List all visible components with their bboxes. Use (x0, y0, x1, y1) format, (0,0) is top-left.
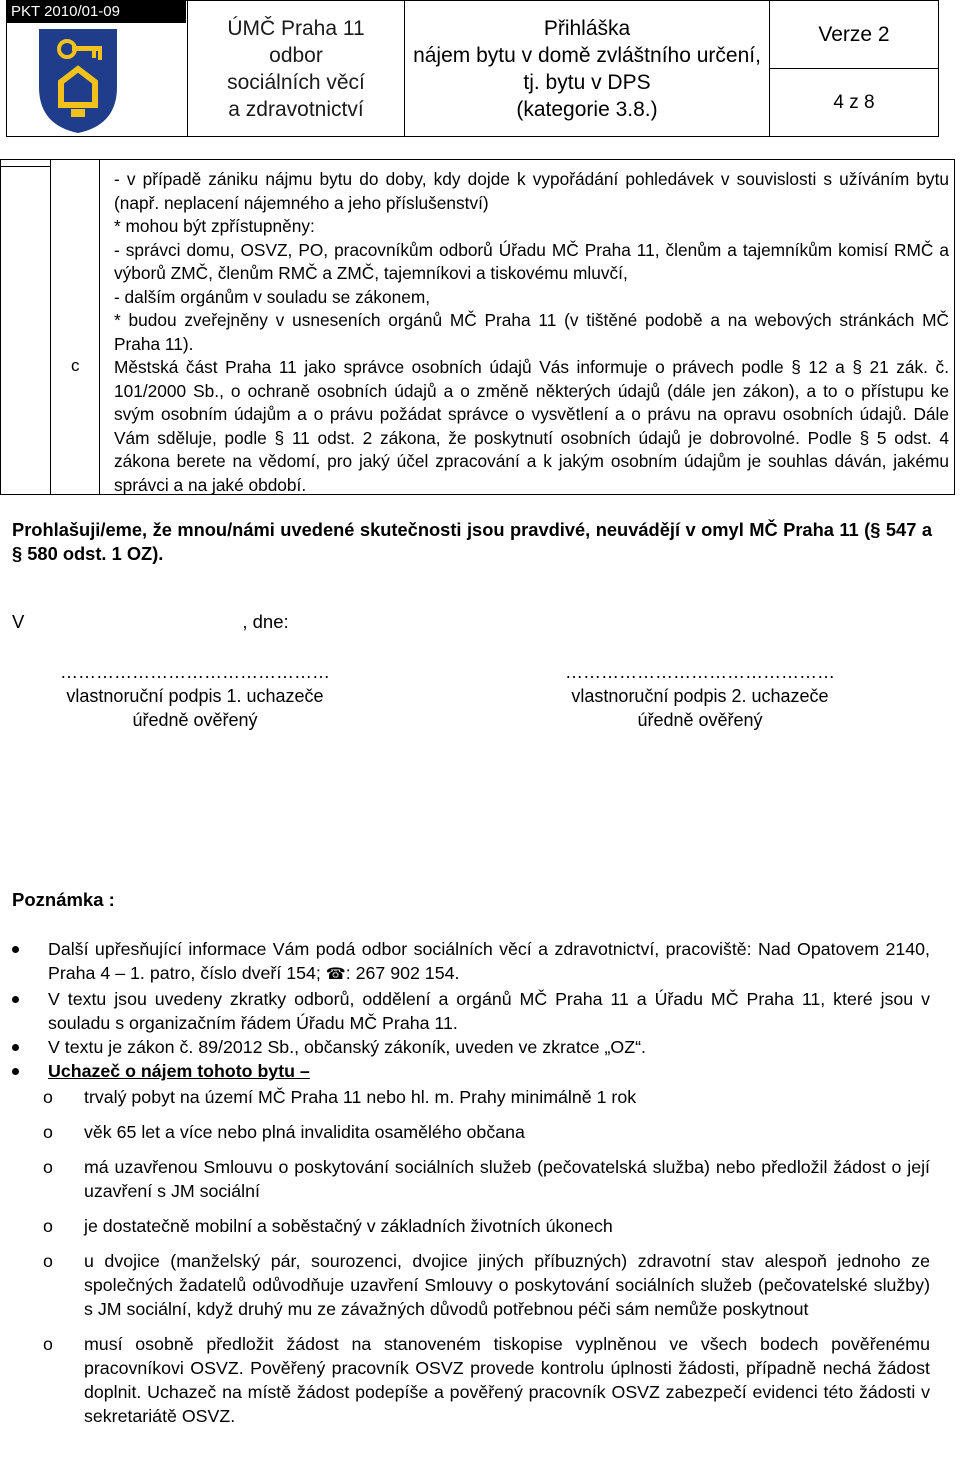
table-line: * mohou být zpřístupněny: (114, 216, 315, 236)
signature-block-2 (530, 660, 870, 732)
table-text-cell (114, 168, 949, 497)
signature-verified: úředně ověřený (132, 710, 258, 730)
note-bullet (12, 1035, 930, 1059)
sub-bullet-icon: o (43, 1216, 53, 1236)
header-logo-cell (7, 1, 188, 136)
form-title-line: nájem bytu v domě zvláštního určení, (413, 43, 761, 67)
note-text: Další upřesňující informace Vám podá odbor sociálních věcí a zdravotnictví, pracoviště: Nad Opatovem 2140, Praha 4 – 1. patro, číslo dveří 154; (48, 939, 930, 983)
note-bullet (12, 987, 930, 1035)
signature-verified: úředně ověřený (637, 710, 763, 730)
signature-line: ……………………………………… (565, 662, 835, 682)
signature-line: ……………………………………… (60, 662, 330, 682)
sub-bullet-icon: o (43, 1251, 53, 1271)
requirement-text: musí osobně předložit žádost na stanoveném tiskopise vyplněnou ve všech bodech pověřenému pracovníkovi OSVZ. Pověřený pracovník OSVZ provede kontrolu úplnosti žádosti, případně nechá žádost doplnit. Uchazeč na místě žádost podepíše a pověřený pracovník OSVZ zabezpečí evidenci této žádosti v sekretariátě OSVZ. (84, 1334, 930, 1426)
sub-bullet-icon: o (43, 1087, 53, 1107)
document-header (6, 0, 939, 137)
district-coat-of-arms-icon (37, 27, 119, 135)
table-line: - v případě zániku nájmu bytu do doby, kdy dojde k vypořádání pohledávek v souvislosti s užíváním bytu (např. neplacení nájemného a jeho příslušenství) (114, 169, 949, 213)
requirement-item (12, 1332, 930, 1428)
requirement-text: je dostatečně mobilní a soběstačný v základních životních úkonech (84, 1216, 613, 1236)
form-title-line: Přihláška (543, 16, 631, 40)
form-title-line: tj. bytu v DPS (523, 70, 651, 94)
place-date-line (12, 611, 289, 633)
table-line: - správci domu, OSVZ, PO, pracovníkům odborů Úřadu MČ Praha 11, členům a tajemníkům komisí RMČ a výborů ZMČ, členům RMČ a ZMČ, tajemníkovi a tiskovému mluvčí, (114, 239, 949, 283)
sub-bullet-icon: o (43, 1122, 53, 1142)
sub-bullet-icon: o (43, 1157, 53, 1177)
declaration: Prohlašuji/eme, že mnou/námi uvedené skutečnosti jsou pravdivé, neuvádějí v omyl MČ Praha 11 (§ 547 a § 580 odst. 1 OZ). (12, 519, 932, 564)
sub-bullet-icon: o (43, 1334, 53, 1354)
form-title-line: (kategorie 3.8.) (516, 97, 658, 121)
date-label: , dne: (242, 611, 289, 632)
table-column-1 (1, 160, 51, 494)
note-bullet (12, 1059, 930, 1083)
phone-number: : 267 902 154. (345, 963, 460, 983)
requirement-item (12, 1120, 930, 1144)
requirement-item (12, 1214, 930, 1238)
header-version-cell (770, 1, 938, 136)
requirement-item (12, 1155, 930, 1203)
bullet-icon (12, 1044, 19, 1051)
page-number: 4 z 8 (833, 91, 875, 113)
dept-line: ÚMČ Praha 11 (227, 16, 365, 40)
note-bullet (12, 937, 930, 987)
table-row-divider (1, 166, 51, 167)
note-list (12, 937, 930, 1428)
signature-block-1 (30, 660, 360, 732)
bullet-icon (12, 996, 19, 1003)
requirement-item (12, 1249, 930, 1321)
table-column-2 (51, 160, 100, 494)
dept-line: odbor (269, 43, 323, 67)
requirement-item (12, 1085, 930, 1109)
table-line: * budou zveřejněny v usneseních orgánů MČ Praha 11 (v tištěné podobě a na webových stránkách MČ Praha 11). (114, 310, 949, 354)
bullet-icon (12, 1068, 19, 1075)
doc-code: PKT 2010/01-09 (7, 1, 186, 23)
dept-line: a zdravotnictví (228, 97, 364, 121)
table-line: - dalším orgánům v souladu se zákonem, (114, 286, 431, 307)
phone-icon: ☎ (325, 966, 346, 983)
note-heading: Poznámka : (12, 889, 115, 910)
row-label-c: c (71, 356, 80, 375)
row-c-text: Městská část Praha 11 jako správce osobních údajů Vás informuje o právech podle § 12 a § 21 zák. č. 101/2000 Sb., o ochraně osobních údajů a o změně některých údajů (dále jen zákon), a to o přístupu ke svým osobním údajům a o právu požádat správce o vysvětlení a o právu na opravu osobních údajů. Dále Vám sděluje, podle § 11 odst. 2 zákona, že poskytnutí osobních údajů je dobrovolné. Podle § 5 odst. 4 zákona berete na vědomí, pro jaký účel zpracování a k jakým osobním údajům je souhlas dáván, jakému správci a na jaké období. (114, 357, 949, 495)
requirement-text: věk 65 let a více nebo plná invalidita osamělého občana (84, 1122, 525, 1142)
bullet-icon (12, 946, 19, 953)
requirement-text: má uzavřenou Smlouvu o poskytování sociálních služeb (pečovatelská služba) nebo předložil žádost o její uzavření s JM sociální (84, 1157, 930, 1201)
place-label: V (12, 611, 25, 632)
header-form-title (405, 1, 770, 136)
requirement-text: u dvojice (manželský pár, sourozenci, dvojice jiných příbuzných) zdravotní stav alespoň jednoho ze společných žadatelů odůvodňuje uzavření Smlouvy o poskytování sociálních služeb (pečovatelské služby) s JM sociální, když druhý mu ze závažných důvodů potřebnou péči sám nemůže poskytnout (84, 1251, 930, 1319)
signature-caption: vlastnoruční podpis 1. uchazeče (66, 686, 324, 706)
version-label: Verze 2 (770, 1, 938, 69)
header-department (188, 1, 405, 136)
note-text: V textu je zákon č. 89/2012 Sb., občanský zákoník, uveden ve zkratce „OZ“. (48, 1037, 646, 1057)
consent-table (0, 159, 955, 495)
dept-line: sociálních věcí (227, 70, 365, 94)
note-text: Uchazeč o nájem tohoto bytu – (48, 1061, 310, 1081)
requirement-text: trvalý pobyt na území MČ Praha 11 nebo hl. m. Prahy minimálně 1 rok (84, 1087, 637, 1107)
note-text: V textu jsou uvedeny zkratky odborů, oddělení a orgánů MČ Praha 11 a Úřadu MČ Praha 11, které jsou v souladu s organizačním řádem Úřadu MČ Praha 11. (48, 989, 930, 1033)
signature-caption: vlastnoruční podpis 2. uchazeče (571, 686, 829, 706)
